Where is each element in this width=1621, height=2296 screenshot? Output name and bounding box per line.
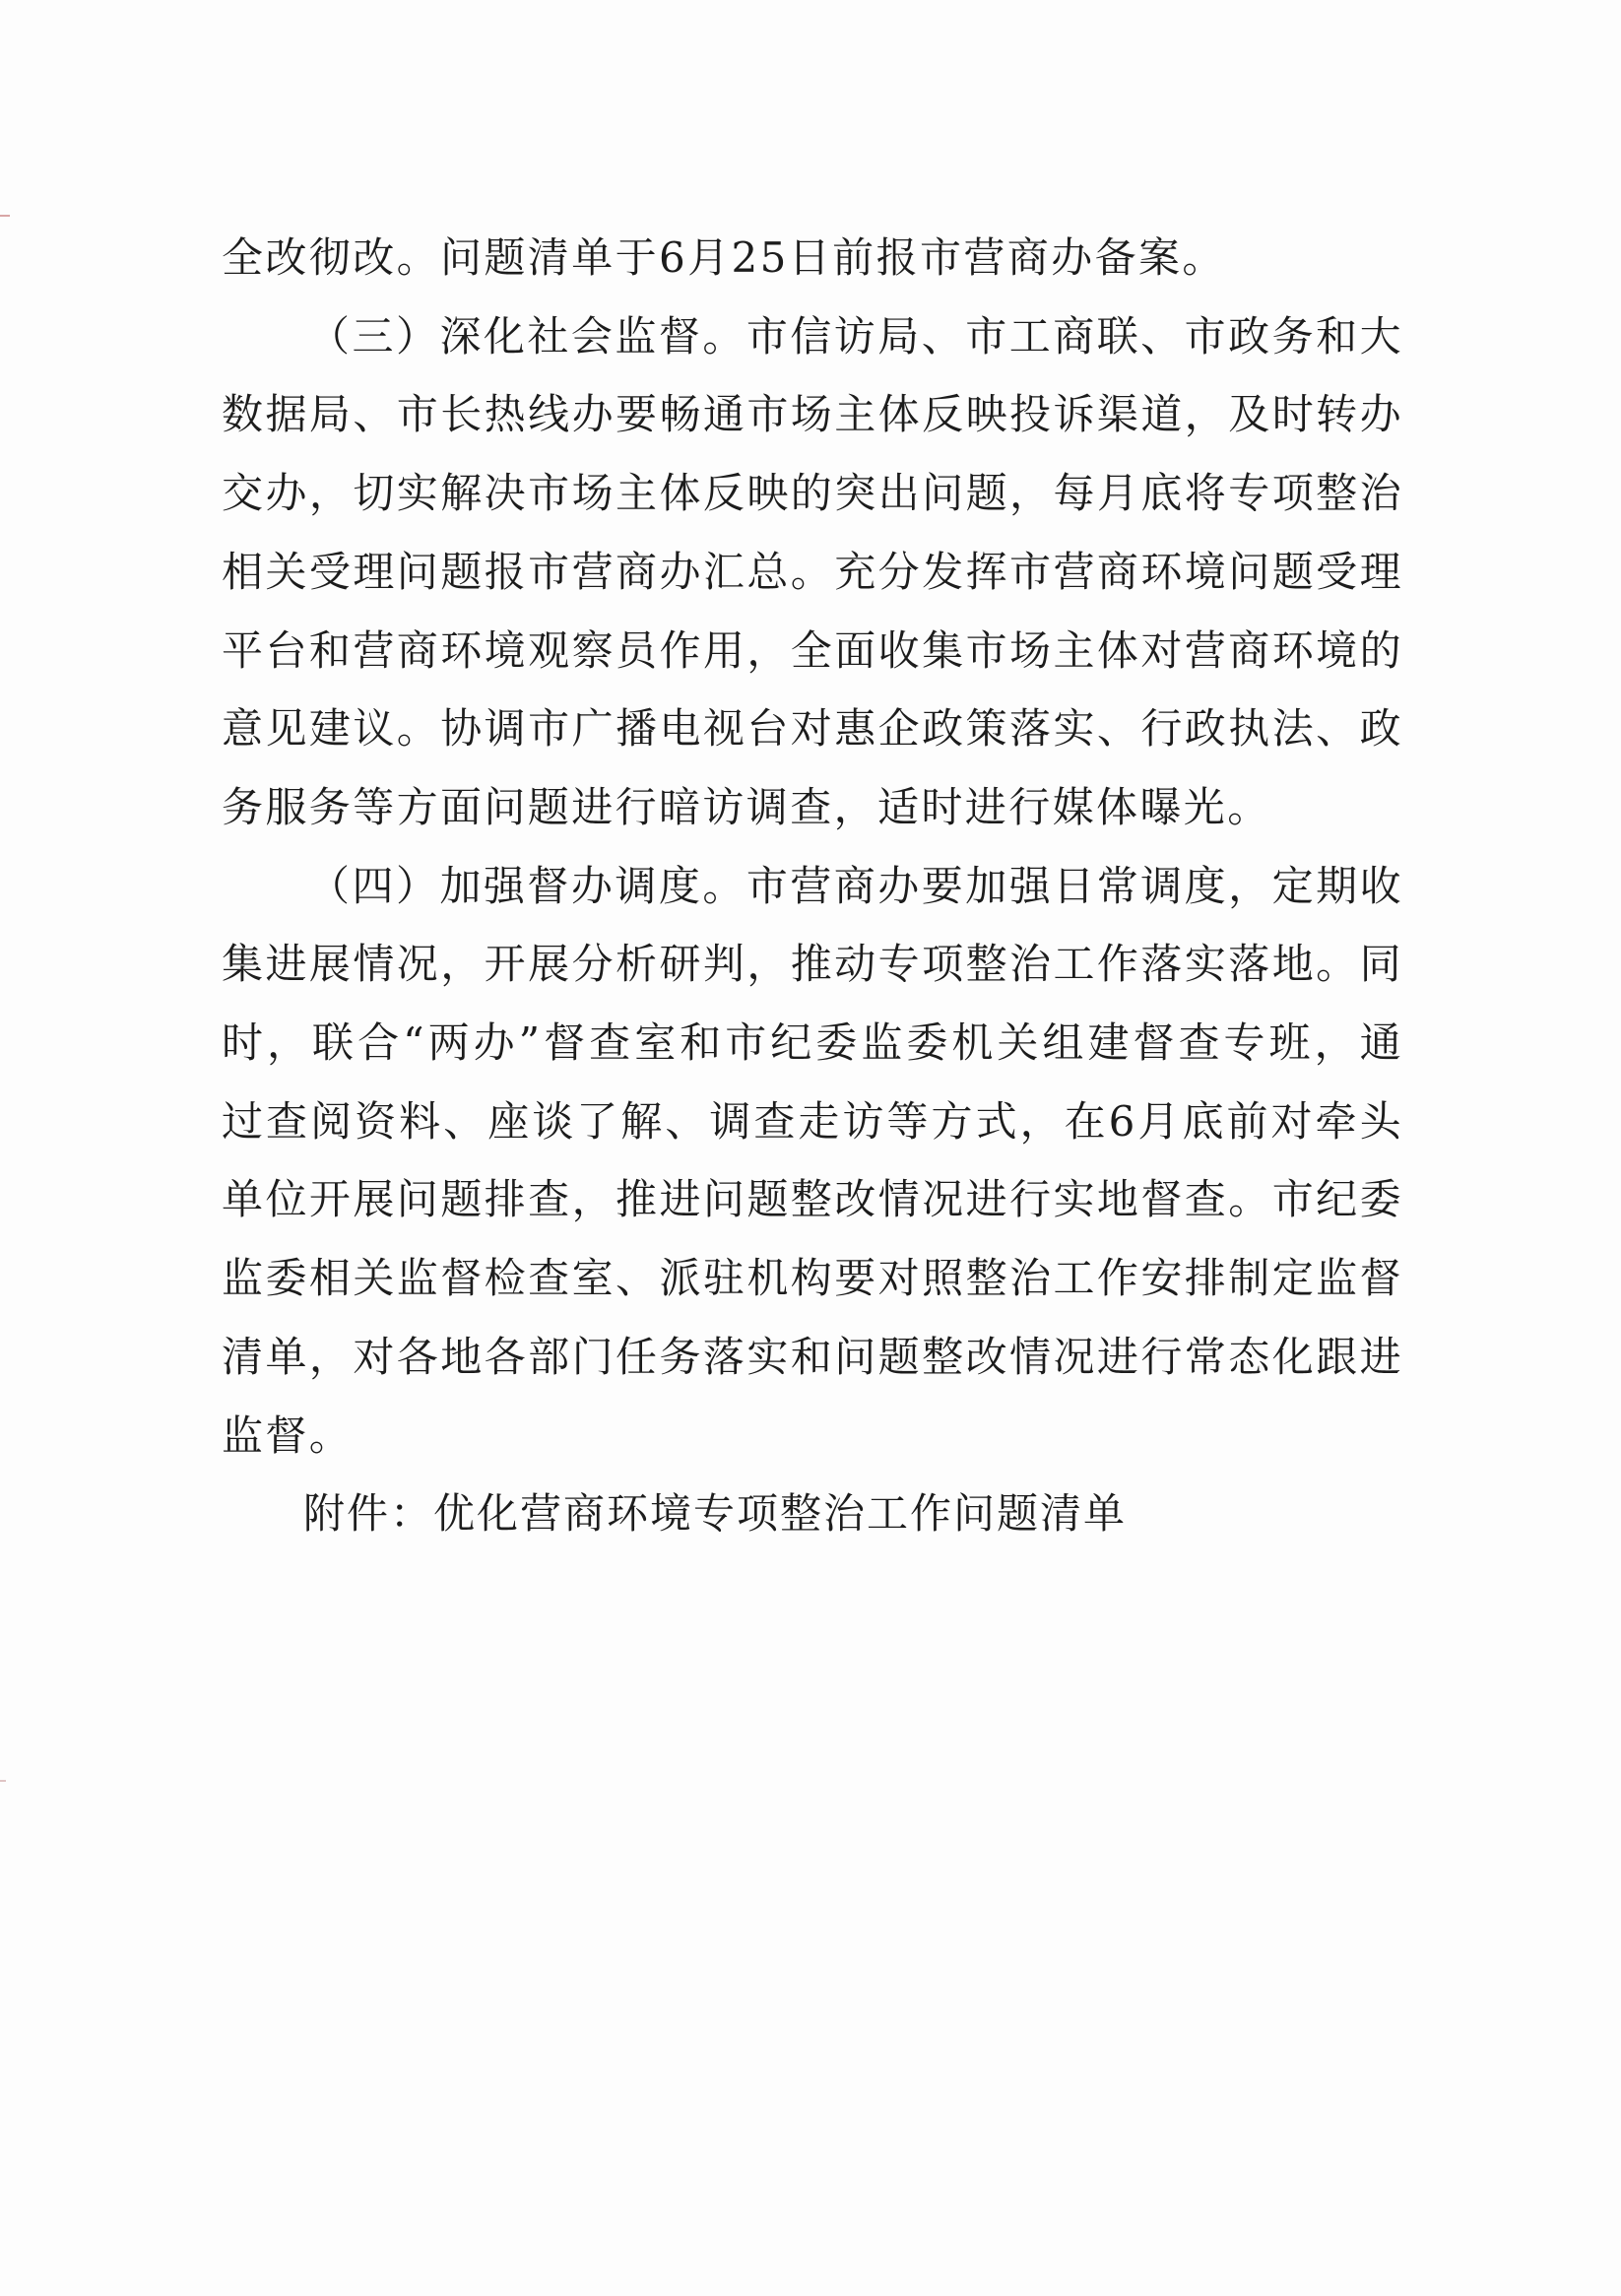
margin-mark [0, 215, 10, 217]
attachment-line: 附件：优化营商环境专项整治工作问题清单 [303, 1489, 1128, 1538]
paragraph-continuation: 全改彻改。问题清单于6月25日前报市营商办备案。 [222, 233, 1226, 282]
paragraph-supervision-dispatch: （四）加强督办调度。市营商办要加强日常调度，定期收集进展情况，开展分析研判，推动专项整治工作落实落地。同时，联合“两办”督查室和市纪委监委机关组建督查专班，通过查阅资料、座谈了解、调查走访等方式，在6月底前对牵头单位开展问题排查，推进问题整改情况进行实地督查。市纪委监委相关监督检查室、派驻机构要对照整治工作安排制定监督清单，对各地各部门任务落实和问题整改情况进行常态化跟进监督。 [222, 861, 1403, 1460]
paragraph-social-supervision: （三）深化社会监督。市信访局、市工商联、市政务和大数据局、市长热线办要畅通市场主体反映投诉渠道，及时转办交办，切实解决市场主体反映的突出问题，每月底将专项整治相关受理问题报市营商办汇总。充分发挥市营商环境问题受理平台和营商环境观察员作用，全面收集市场主体对营商环境的意见建议。协调市广播电视台对惠企政策落实、行政执法、政务服务等方面问题进行暗访调查，适时进行媒体曝光。 [222, 311, 1403, 831]
margin-mark [0, 1780, 6, 1782]
body-text [222, 219, 1403, 1475]
